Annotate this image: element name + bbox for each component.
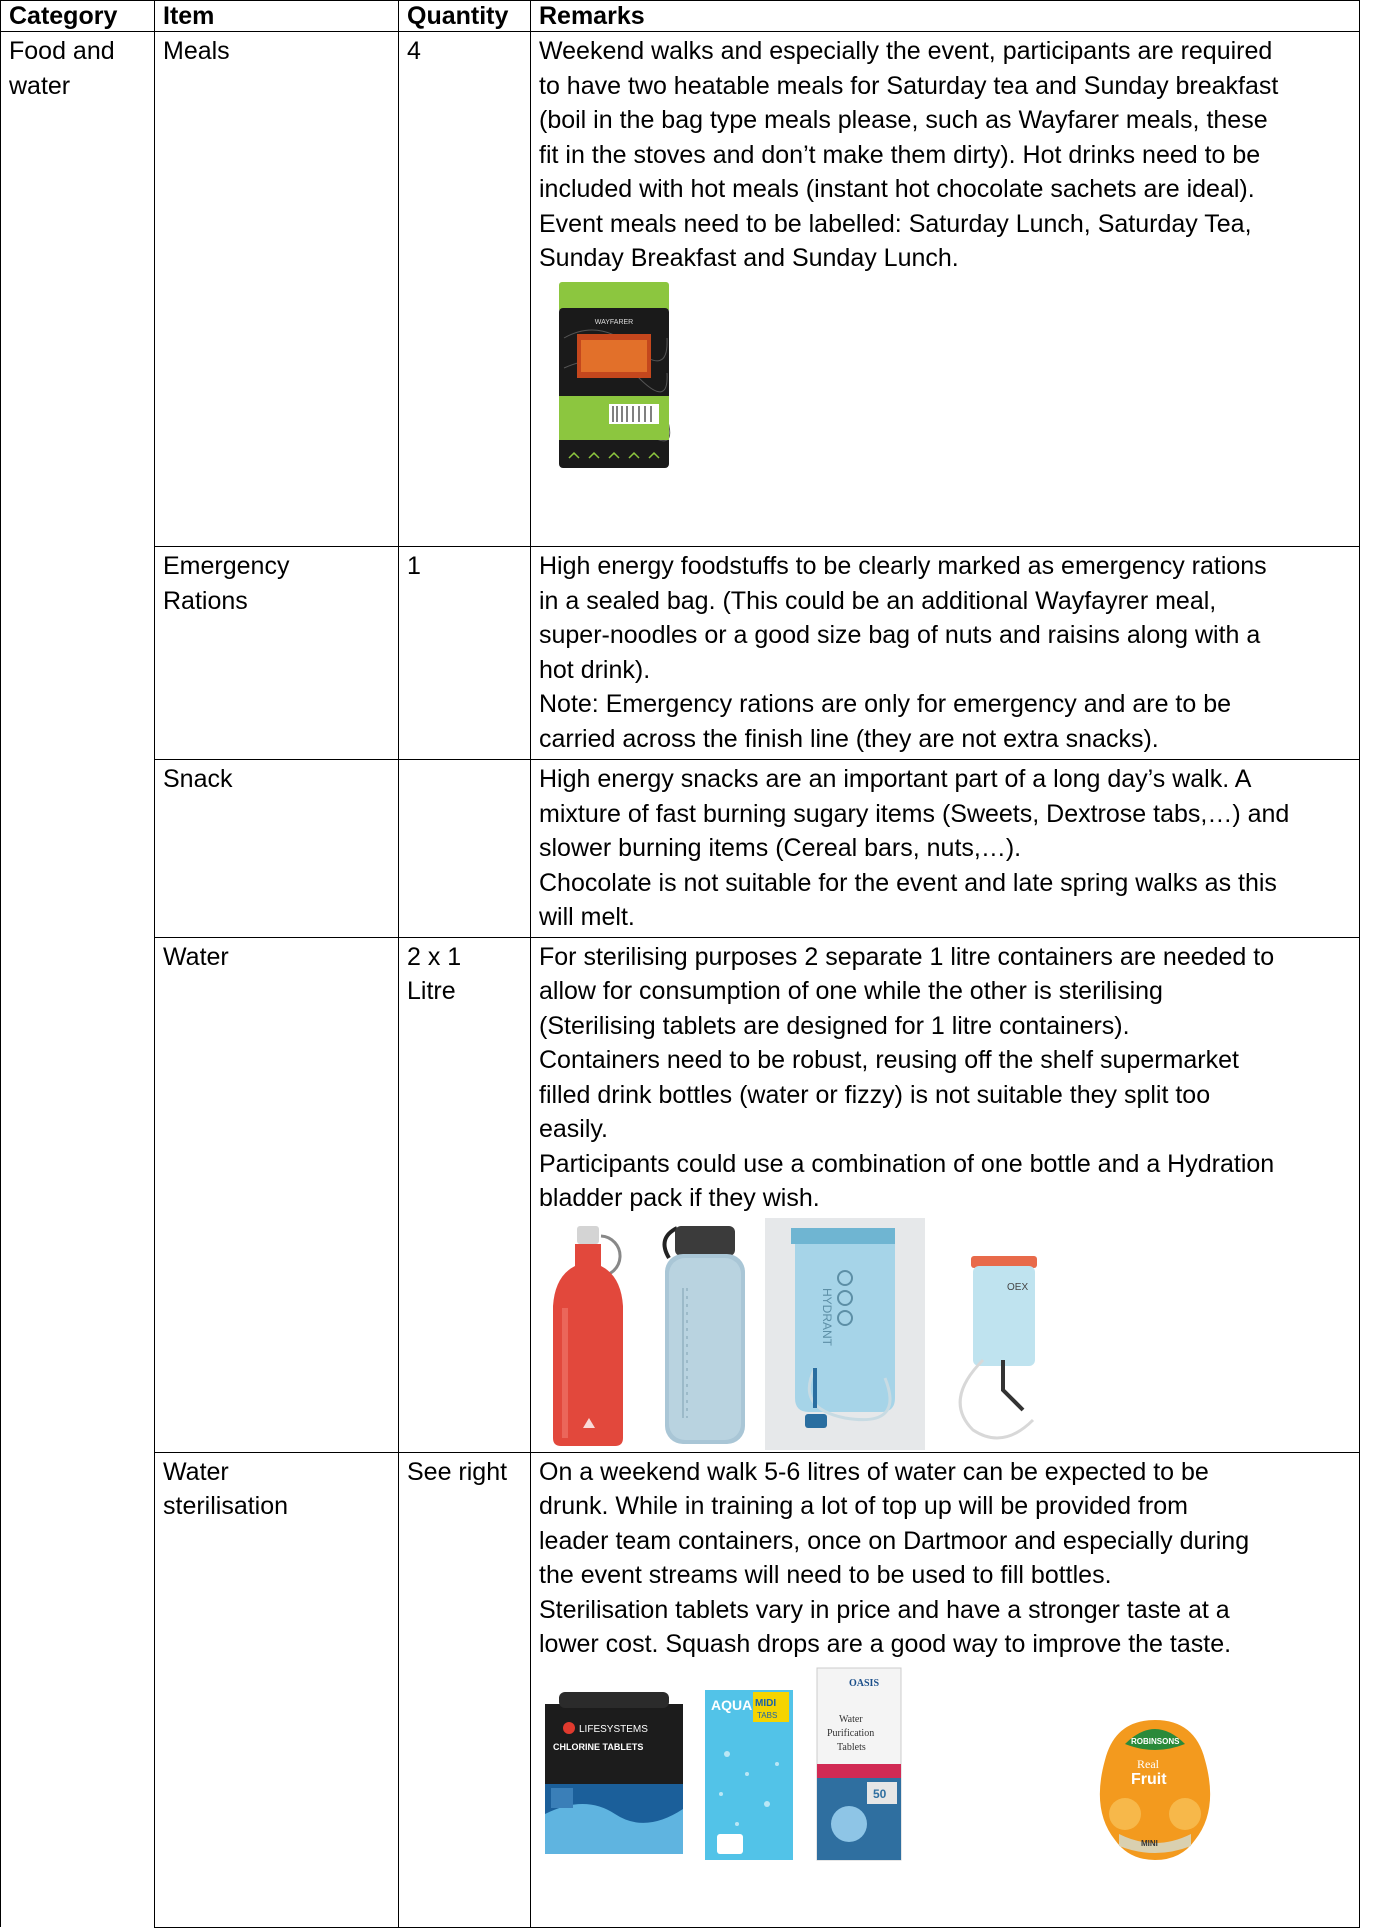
midi-label: MIDI: [755, 1697, 777, 1709]
aqua-midi-tabs-image: [697, 1684, 801, 1864]
remark-line: Sterilisation tablets vary in price and have a stronger taste at a: [539, 1595, 1230, 1624]
table-row-snack: [1, 760, 1360, 938]
remark-line: easily.: [539, 1115, 609, 1143]
item-cell: [155, 937, 399, 1452]
category-line: Food and: [9, 37, 115, 65]
remark-line: the event streams will need to be used to fill bottles.: [539, 1561, 1112, 1589]
wayfarer-logo-text: WAYFARER: [594, 318, 634, 326]
remark-line: High energy snacks are an important part of a long day’s walk. A: [539, 765, 1252, 793]
remark-line: will melt.: [539, 903, 635, 931]
item-cell: [155, 547, 399, 760]
hydrant-label: HYDRANT: [820, 1287, 834, 1346]
oasis-label: OASIS: [849, 1677, 880, 1689]
lifesystems-label: LIFESYSTEMS: [579, 1723, 648, 1735]
item-cell: [155, 1452, 399, 1927]
remark-line: in a sealed bag. (This could be an additional Wayfayrer meal,: [539, 586, 1217, 615]
wayfarer-meal-pouch-image: [539, 278, 689, 478]
quantity-cell: [399, 1452, 531, 1927]
sterilisation-images: [539, 1664, 1351, 1864]
aqua-label: AQUA: [711, 1696, 753, 1713]
remark-line: included with hot meals (instant hot chocolate sachets are ideal).: [539, 175, 1255, 203]
chlorine-tablets-label: CHLORINE TABLETS: [553, 1741, 644, 1752]
quantity-cell: [399, 32, 531, 547]
robinsons-squash-drops-image: [1085, 1714, 1225, 1864]
header-category: Category: [1, 1, 155, 32]
table-row-emergency-rations: [1, 547, 1360, 760]
header-remarks: Remarks: [531, 1, 1360, 32]
remark-line: Containers need to be robust, reusing off the shelf supermarket: [539, 1046, 1239, 1074]
item-label: Meals: [163, 37, 230, 65]
remark-line: On a weekend walk 5-6 litres of water can be expected to be: [539, 1457, 1209, 1486]
oex-label: OEX: [1007, 1281, 1029, 1293]
quantity-cell: [399, 547, 531, 760]
remark-line: allow for consumption of one while the other is sterilising: [539, 977, 1163, 1005]
fruit-label: Fruit: [1131, 1770, 1167, 1788]
oasis-water-label: Water: [839, 1713, 863, 1725]
real-label: Real: [1137, 1756, 1159, 1771]
remark-line: Note: Emergency rations are only for emergency and are to be: [539, 690, 1232, 718]
remark-line: drunk. While in training a lot of top up will be provided from: [539, 1492, 1188, 1520]
table-header-row: [1, 1, 1360, 32]
remark-line: slower burning items (Cereal bars, nuts,…).: [539, 834, 1022, 862]
remark-line: carried across the finish line (they are not extra snacks).: [539, 724, 1159, 753]
item-label: Emergency: [163, 552, 290, 580]
blue-plastic-bottle-image: [647, 1218, 757, 1450]
table-row-water-sterilisation: [1, 1452, 1360, 1927]
remark-line: Participants could use a combination of one bottle and a Hydration: [539, 1149, 1275, 1178]
remark-line: Sunday Breakfast and Sunday Lunch.: [539, 244, 959, 272]
quantity-value: See right: [407, 1457, 508, 1486]
header-item: Item: [155, 1, 399, 32]
meals-images: [539, 278, 1351, 478]
remark-line: (Sterilising tablets are designed for 1 litre containers).: [539, 1011, 1130, 1040]
remark-line: hot drink).: [539, 655, 651, 684]
item-label: Water: [163, 1457, 229, 1486]
remark-line: to have two heatable meals for Saturday tea and Sunday breakfast: [539, 71, 1279, 100]
remark-line: super-noodles or a good size bag of nuts and raisins along with a: [539, 621, 1261, 649]
header-quantity: Quantity: [399, 1, 531, 32]
remark-line: leader team containers, once on Dartmoor and especially during: [539, 1526, 1250, 1555]
remark-line: bladder pack if they wish.: [539, 1184, 820, 1212]
category-line: water: [9, 71, 71, 100]
remarks-cell: [531, 937, 1360, 1452]
remark-line: For sterilising purposes 2 separate 1 litre containers are needed to: [539, 942, 1275, 971]
table-row-meals: [1, 32, 1360, 547]
oasis-tablets-label: Tablets: [837, 1741, 866, 1753]
remark-line: lower cost. Squash drops are a good way to improve the taste.: [539, 1630, 1232, 1658]
mini-label: MINI: [1141, 1838, 1158, 1848]
item-label: Water: [163, 942, 229, 971]
oasis-purification-tablets-image: [809, 1664, 909, 1864]
tabs-label: TABS: [757, 1710, 778, 1720]
remark-line: (boil in the bag type meals please, such as Wayfarer meals, these: [539, 106, 1268, 134]
quantity-value: Litre: [407, 977, 456, 1005]
quantity-cell: [399, 937, 531, 1452]
quantity-cell: [399, 760, 531, 938]
item-cell: [155, 32, 399, 547]
lifesystems-chlorine-tablets-image: [539, 1684, 689, 1864]
remark-line: High energy foodstuffs to be clearly marked as emergency rations: [539, 552, 1267, 580]
water-container-images: [539, 1218, 1351, 1450]
remark-line: Weekend walks and especially the event, participants are required: [539, 37, 1273, 65]
remark-line: fit in the stoves and don’t make them dirty). Hot drinks need to be: [539, 140, 1261, 169]
remarks-cell: [531, 760, 1360, 938]
item-label: Rations: [163, 586, 248, 615]
quantity-value: 1: [407, 552, 421, 580]
item-label: Snack: [163, 765, 233, 793]
remark-line: Event meals need to be labelled: Saturday Lunch, Saturday Tea,: [539, 209, 1252, 238]
remark-line: Chocolate is not suitable for the event and late spring walks as this: [539, 868, 1277, 897]
table-row-water: [1, 937, 1360, 1452]
hydration-bladder-image: [765, 1218, 925, 1450]
remarks-cell: [531, 547, 1360, 760]
oex-bladder-image: [933, 1250, 1073, 1450]
category-cell: [1, 32, 155, 1928]
robinsons-label: ROBINSONS: [1131, 1736, 1180, 1746]
remark-line: mixture of fast burning sugary items (Sweets, Dextrose tabs,…) and: [539, 799, 1290, 828]
red-metal-bottle-image: [539, 1218, 639, 1450]
quantity-value: 4: [407, 37, 421, 65]
remarks-cell: [531, 1452, 1360, 1927]
oasis-purification-label: Purification: [827, 1727, 875, 1739]
quantity-value: 2 x 1: [407, 942, 462, 971]
item-cell: [155, 760, 399, 938]
remarks-cell: [531, 32, 1360, 547]
item-label: sterilisation: [163, 1492, 289, 1520]
oasis-count-label: 50: [873, 1786, 887, 1801]
remark-line: filled drink bottles (water or fizzy) is not suitable they split too: [539, 1080, 1211, 1109]
